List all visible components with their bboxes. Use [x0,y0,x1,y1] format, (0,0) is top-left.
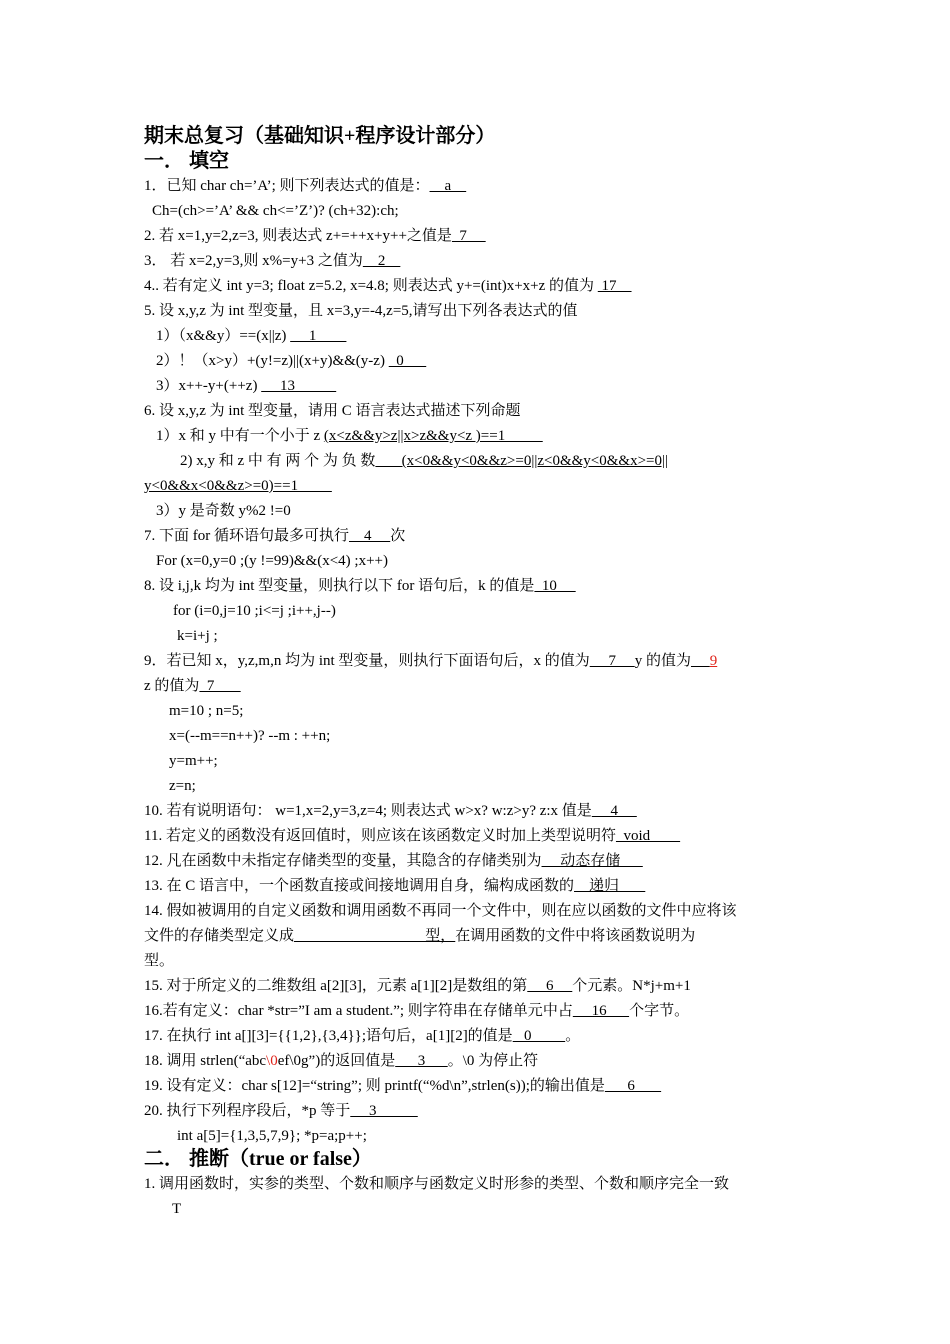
question-text-tail: 个元素。N*j+m+1 [572,978,691,994]
question-9-code-3: y=m++; [169,753,218,769]
item-text: 3）x++-y+(++z) [156,378,262,394]
item-text: 1）x 和 y 中有一个小于 z [156,428,324,444]
answer-blank: 型， [294,928,456,944]
question-9-code-4: z=n; [169,778,196,794]
answer-blank: (x<0&&y<0&&z>=0||z<0&&y<0&&x>=0|| [375,453,668,469]
question-11 [144,826,680,846]
x-answer-blank: 7 [589,653,635,669]
question-19 [144,1076,661,1096]
answer-blank: 动态存储 [541,853,643,869]
answer-blank: 3 [395,1053,448,1069]
question-13 [144,876,645,896]
question-6-item-2 [180,451,668,471]
question-20 [144,1101,418,1121]
question-text: 12. 凡在函数中未指定存储类型的变量，其隐含的存储类别为 [144,853,542,869]
answer-blank: void [615,828,681,844]
page-title: 期末总复习（基础知识+程序设计部分） [144,125,496,147]
answer-blank: (x<z&&y>z||x>z&&y<z )==1 [323,428,543,444]
answer-blank: 4 [349,528,391,544]
judgement-1-answer: T [172,1201,182,1217]
question-text-z: z 的值为 [144,678,200,694]
question-text-tail: 次 [390,528,406,544]
question-text: 15. 对于所定义的二维数组 a[2][3]，元素 a[1][2]是数组的第 [144,978,528,994]
question-6: 6. 设 x,y,z 为 int 型变量，请用 C 语言表达式描述下列命题 [144,403,521,419]
question-text: 11. 若定义的函数没有返回值时，则应该在该函数定义时加上类型说明符 [144,828,616,844]
question-4 [144,276,632,296]
question-16 [144,1001,689,1021]
question-text-tail: 在调用函数的文件中将该函数说明为 [455,928,696,944]
question-9 [144,651,717,671]
answer-blank: 1 [290,328,347,344]
question-7 [144,526,405,546]
question-10 [144,801,637,821]
question-14-end: 型。 [144,953,175,969]
question-6-item-2-cont [144,476,332,496]
question-6-item-3: 3）y 是奇数 y%2 !=0 [156,503,291,519]
answer-blank: 递归 [574,878,646,894]
question-text: 7. 下面 for 循环语句最多可执行 [144,528,349,544]
question-8 [144,576,576,596]
question-text: 10. 若有说明语句： w=1,x=2,y=3,z=4; 则表达式 w>x? w:z>y? z:x 值是 [144,803,592,819]
question-text: 文件的存储类型定义成 [144,928,295,944]
answer-blank: 13 [261,378,337,394]
question-text: 8. 设 i,j,k 均为 int 型变量，则执行以下 for 语句后，k 的值是 [144,578,535,594]
answer-blank: 16 [572,1003,630,1019]
question-text: 19. 设有定义：char s[12]=“string”; 则 printf(“%d\n”,strlen(s));的输出值是 [144,1078,605,1094]
question-18 [144,1051,538,1071]
question-6-item-1 [156,426,543,446]
question-12 [144,851,643,871]
question-text: 3． 若 x=2,y=3,则 x%=y+3 之值为 [144,253,363,269]
answer-blank: 10 [534,578,576,594]
question-20-code: int a[5]={1,3,5,7,9}; *p=a;p++; [177,1128,367,1144]
question-1 [144,176,466,196]
question-text: 16.若有定义：char *str=”I am a student.”; 则字符串在存储单元中占 [144,1003,573,1019]
question-text: 20. 执行下列程序段后，*p 等于 [144,1103,351,1119]
question-9-code-2: x=(--m==n++)? --m : ++n; [169,728,331,744]
answer-blank: 17 [597,278,632,294]
question-text-tail: 。 [565,1028,581,1044]
question-text: 13. 在 C 语言中，一个函数直接或间接地调用自身，编构成函数的 [144,878,575,894]
question-5-item-3 [156,376,336,396]
answer-blank: 7 [451,228,486,244]
question-15 [144,976,691,996]
question-17 [144,1026,580,1046]
question-8-code-2: k=i+j ; [177,628,218,644]
judgement-1: 1. 调用函数时，实参的类型、个数和顺序与函数定义时形参的类型、个数和顺序完全一致 [144,1176,730,1192]
section-heading-true-false: 二． 推断（true or false） [144,1148,372,1170]
question-8-code-1: for (i=0,j=10 ;i<=j ;i++,j--) [173,603,336,619]
answer-blank: 2 [362,253,401,269]
section-heading-fill-blank: 一． 填空 [144,150,229,172]
question-9-code-1: m=10 ; n=5; [169,703,244,719]
question-text: 1．已知 char ch=’A’; 则下列表达式的值是： [144,178,430,194]
question-14: 14. 假如被调用的自定义函数和调用函数不再同一个文件中，则在应以函数的文件中应将该 [144,903,737,919]
question-5: 5. 设 x,y,z 为 int 型变量，且 x=3,y=-4,z=5,请写出下列各表达式的值 [144,303,578,319]
question-2 [144,226,486,246]
item-text: 2) x,y 和 z 中 有 两 个 为 负 数 [180,453,376,469]
answer-blank: y<0&&x<0&&z>=0)==1 [144,478,332,494]
y-answer-value: 9 [709,653,718,669]
answer-blank: a [429,178,467,194]
z-answer-blank: 7 [199,678,241,694]
answer-blank: 4 [591,803,637,819]
question-text-tail: 个字节。 [629,1003,690,1019]
answer-blank: 3 [350,1103,418,1119]
question-text: 4.. 若有定义 int y=3; float z=5.2, x=4.8; 则表达式 y+=(int)x+x+z 的值为 [144,278,598,294]
question-1-code: Ch=(ch>=’A’ && ch<=’Z’)? (ch+32):ch; [152,203,399,219]
question-text: 9．若已知 x，y,z,m,n 均为 int 型变量，则执行下面语句后，x 的值为 [144,653,590,669]
answer-blank: 0 [388,353,427,369]
question-text-y: y 的值为 [634,653,691,669]
question-5-item-2 [156,351,426,371]
question-9-cont [144,676,241,696]
question-text-mid: ef\0g”)的返回值是 [277,1053,396,1069]
answer-blank: 0 [512,1028,566,1044]
question-note: 。\0 为停止符 [447,1053,539,1069]
answer-blank: 6 [527,978,573,994]
question-3 [144,251,400,271]
question-text: 2. 若 x=1,y=2,z=3, 则表达式 z+=++x+y++之值是 [144,228,452,244]
question-7-code: For (x=0,y=0 ;(y !=99)&&(x<4) ;x++) [156,553,388,569]
answer-blank: 6 [604,1078,662,1094]
item-text: 1）（x&&y）==(x||z) [156,328,291,344]
item-text: 2）！（x>y）+(y!=z)||(x+y)&&(y-z) [156,353,389,369]
question-14-cont [144,926,695,946]
question-text: 18. 调用 strlen(“abc [144,1053,267,1069]
question-text: 17. 在执行 int a[][3]={{1,2},{3,4}};语句后，a[1][2]的值是 [144,1028,513,1044]
highlighted-null-char: \0 [266,1053,278,1069]
y-answer-blank [691,653,710,669]
question-5-item-1 [156,326,346,346]
